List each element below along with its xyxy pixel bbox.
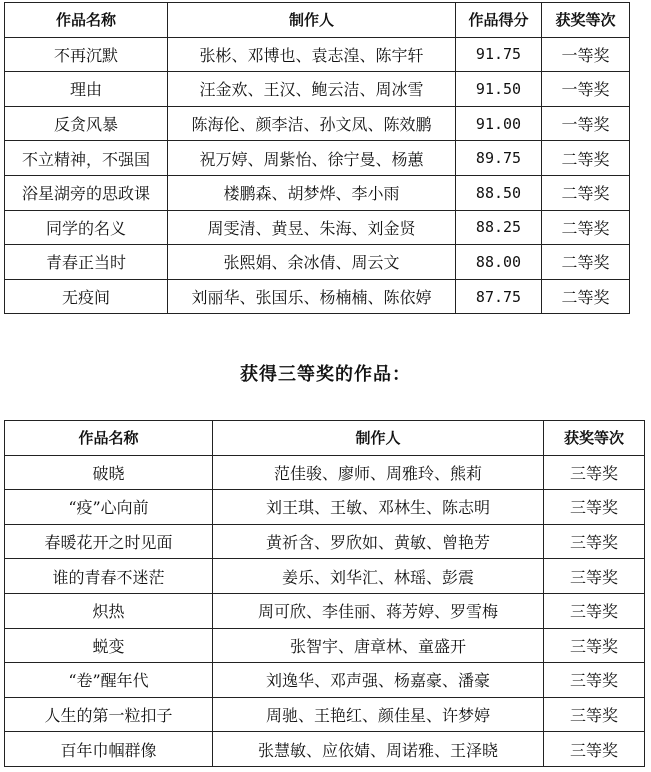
cell-title: 破晓 — [5, 455, 213, 490]
cell-award: 二等奖 — [542, 279, 630, 314]
cell-authors: 张慧敏、应依婧、周诺雅、王泽晓 — [213, 732, 544, 767]
cell-title: 浴星湖旁的思政课 — [5, 175, 168, 210]
table-row — [5, 663, 645, 698]
cell-award: 三等奖 — [544, 490, 645, 525]
table-row — [5, 210, 630, 245]
cell-authors: 刘逸华、邓声强、杨嘉豪、潘豪 — [213, 663, 544, 698]
cell-score: 88.50 — [456, 175, 542, 210]
cell-authors: 张熙娟、余冰倩、周云文 — [168, 245, 456, 280]
cell-title: “疫”心向前 — [5, 490, 213, 525]
cell-authors: 祝万婷、周紫怡、徐宁曼、杨蕙 — [168, 141, 456, 176]
header-title: 作品名称 — [5, 3, 168, 38]
cell-title: 反贪风暴 — [5, 106, 168, 141]
cell-award: 一等奖 — [542, 37, 630, 72]
cell-award: 二等奖 — [542, 175, 630, 210]
cell-award: 三等奖 — [544, 524, 645, 559]
award-table-first-second — [4, 2, 630, 314]
table-row — [5, 37, 630, 72]
table-row — [5, 279, 630, 314]
cell-authors: 楼鹏森、胡梦烨、李小雨 — [168, 175, 456, 210]
cell-score: 88.25 — [456, 210, 542, 245]
header-award: 获奖等次 — [544, 421, 645, 456]
cell-authors: 周可欣、李佳丽、蒋芳婷、罗雪梅 — [213, 593, 544, 628]
table-row — [5, 490, 645, 525]
cell-award: 三等奖 — [544, 628, 645, 663]
cell-award: 三等奖 — [544, 559, 645, 594]
table-row — [5, 455, 645, 490]
cell-title: 理由 — [5, 72, 168, 107]
cell-title: 不立精神，不强国 — [5, 141, 168, 176]
cell-award: 二等奖 — [542, 210, 630, 245]
award-table-third — [4, 420, 645, 767]
cell-score: 91.00 — [456, 106, 542, 141]
cell-award: 三等奖 — [544, 455, 645, 490]
cell-award: 三等奖 — [544, 697, 645, 732]
cell-score: 88.00 — [456, 245, 542, 280]
cell-score: 91.75 — [456, 37, 542, 72]
cell-title: 无疫间 — [5, 279, 168, 314]
cell-title: 人生的第一粒扣子 — [5, 697, 213, 732]
cell-award: 二等奖 — [542, 141, 630, 176]
table-row — [5, 732, 645, 767]
cell-authors: 汪金欢、王汉、鲍云洁、周冰雪 — [168, 72, 456, 107]
cell-score: 91.50 — [456, 72, 542, 107]
cell-title: 谁的青春不迷茫 — [5, 559, 213, 594]
table-row — [5, 593, 645, 628]
cell-title: “卷”醒年代 — [5, 663, 213, 698]
table-row — [5, 524, 645, 559]
table-row — [5, 72, 630, 107]
cell-award: 二等奖 — [542, 245, 630, 280]
cell-award: 一等奖 — [542, 72, 630, 107]
cell-authors: 刘王琪、王敏、邓林生、陈志明 — [213, 490, 544, 525]
table-header-row — [5, 421, 645, 456]
table-row — [5, 697, 645, 732]
cell-authors: 范佳骏、廖师、周雅玲、熊莉 — [213, 455, 544, 490]
cell-authors: 张智宇、唐章林、童盛开 — [213, 628, 544, 663]
cell-authors: 姜乐、刘华汇、林瑶、彭震 — [213, 559, 544, 594]
cell-award: 一等奖 — [542, 106, 630, 141]
cell-authors: 张彬、邓博也、袁志湟、陈宇轩 — [168, 37, 456, 72]
table-row — [5, 559, 645, 594]
table-header-row — [5, 3, 630, 38]
table-row — [5, 245, 630, 280]
cell-title: 同学的名义 — [5, 210, 168, 245]
cell-award: 三等奖 — [544, 593, 645, 628]
cell-title: 不再沉默 — [5, 37, 168, 72]
cell-award: 三等奖 — [544, 732, 645, 767]
cell-title: 百年巾帼群像 — [5, 732, 213, 767]
cell-score: 89.75 — [456, 141, 542, 176]
cell-authors: 陈海伦、颜李洁、孙文凤、陈效鹏 — [168, 106, 456, 141]
cell-authors: 周雯清、黄昱、朱海、刘金贤 — [168, 210, 456, 245]
header-authors: 制作人 — [168, 3, 456, 38]
cell-authors: 周驰、王艳红、颜佳星、许梦婷 — [213, 697, 544, 732]
cell-score: 87.75 — [456, 279, 542, 314]
cell-award: 三等奖 — [544, 663, 645, 698]
header-score: 作品得分 — [456, 3, 542, 38]
header-award: 获奖等次 — [542, 3, 630, 38]
cell-authors: 刘丽华、张国乐、杨楠楠、陈依婷 — [168, 279, 456, 314]
section-heading: 获得三等奖的作品： — [240, 364, 411, 385]
cell-title: 青春正当时 — [5, 245, 168, 280]
cell-title: 蜕变 — [5, 628, 213, 663]
table-row — [5, 106, 630, 141]
cell-title: 炽热 — [5, 593, 213, 628]
table-row — [5, 175, 630, 210]
header-title: 作品名称 — [5, 421, 213, 456]
cell-title: 春暖花开之时见面 — [5, 524, 213, 559]
cell-authors: 黄祈含、罗欣如、黄敏、曾艳芳 — [213, 524, 544, 559]
table-row — [5, 628, 645, 663]
table-row — [5, 141, 630, 176]
header-authors: 制作人 — [213, 421, 544, 456]
